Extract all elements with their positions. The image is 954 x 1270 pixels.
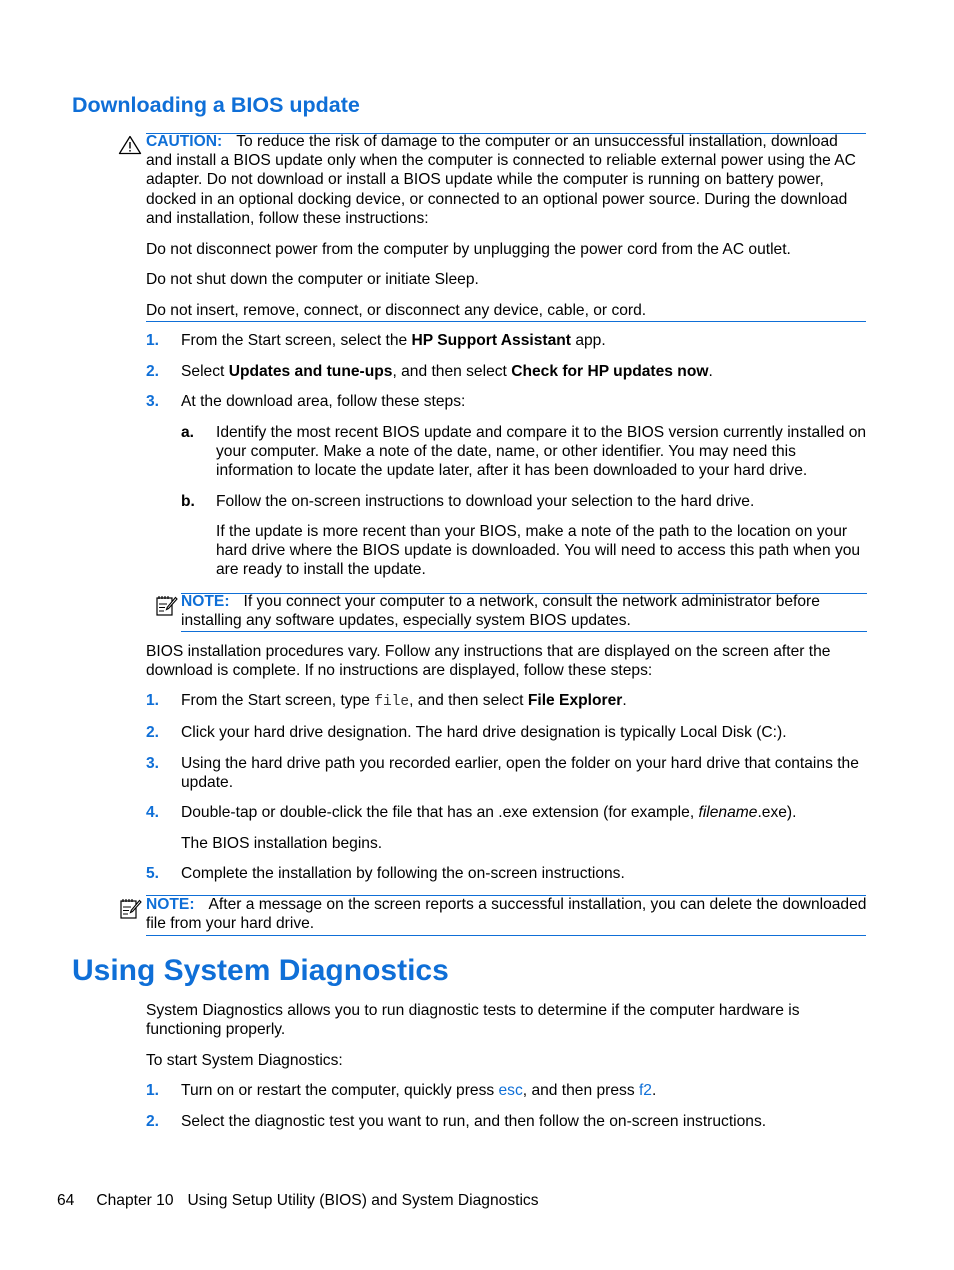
step-number: 1. — [146, 692, 160, 709]
code-text: file — [374, 694, 410, 710]
footer-title: Using Setup Utility (BIOS) and System Diagnostics — [187, 1192, 539, 1209]
step-number: 3. — [146, 755, 160, 772]
step-text: From the Start screen, type file, and then select File Explorer. — [181, 692, 627, 710]
step-text: Turn on or restart the computer, quickly press esc, and then press f2. — [181, 1082, 657, 1099]
substep-followup: If the update is more recent than your BIOS, make a note of the path to the location on your hard drive where the BIOS update is downloaded. You will need to access this path when you are ready to install the update. — [216, 523, 861, 579]
step-text: At the download area, follow these steps: — [181, 393, 466, 410]
step-text: From the Start screen, select the HP Support Assistant app. — [181, 332, 606, 349]
step-text: Select the diagnostic test you want to run, and then follow the on-screen instructions. — [181, 1113, 767, 1130]
caution-text — [146, 132, 868, 228]
note-text: NOTE: If you connect your computer to a network, consult the network administrator before installing any software updates, especially system BIOS updates. — [181, 593, 820, 630]
step-number: 2. — [146, 1113, 160, 1130]
note-label: NOTE: — [181, 593, 230, 610]
substep-letter: b. — [181, 493, 195, 510]
step-text: Complete the installation by following the on-screen instructions. — [181, 865, 625, 882]
app-name: HP Support Assistant — [411, 332, 571, 349]
caution-body: To reduce the risk of damage to the computer or an unsuccessful installation, download and install a BIOS update only when the computer is connected to reliable external power using the AC adapter. Do not download or install a BIOS update while the computer is running on battery power, docked in an optional docking device, or connected to an optional power source. During the download and installation, follow these instructions: — [146, 133, 856, 227]
page-footer — [57, 1191, 539, 1210]
note-pad-icon — [119, 897, 143, 921]
note-text: NOTE: After a message on the screen reports a successful installation, you can delete the downloaded file from your hard drive. — [146, 896, 867, 933]
substep-text: Identify the most recent BIOS update and compare it to the BIOS version currently installed on your computer. Make a note of the date, name, or other identifier. You may need this information to locate the update later, after it has been downloaded to your hard drive. — [216, 424, 867, 480]
step-text: Using the hard drive path you recorded earlier, open the folder on your hard drive that contains the update. — [181, 755, 859, 792]
note-pad-icon — [155, 594, 179, 618]
step-text: Double-tap or double-click the file that has an .exe extension (for example, filename.exe). — [181, 804, 797, 821]
substep-letter: a. — [181, 424, 195, 441]
step-text: Click your hard drive designation. The hard drive designation is typically Local Disk (C:). — [181, 724, 787, 741]
key-esc: esc — [498, 1082, 523, 1099]
warning-triangle-icon — [118, 135, 142, 155]
step-number: 3. — [146, 393, 160, 410]
caution-item-1: Do not disconnect power from the computer by unplugging the power cord from the AC outlet. — [146, 241, 791, 258]
caution-label: CAUTION: — [146, 133, 223, 150]
caution-bottom-rule — [146, 321, 866, 322]
page-number: 64 — [57, 1192, 75, 1209]
footer-chapter: Chapter 10 — [96, 1192, 174, 1209]
diag-start: To start System Diagnostics: — [146, 1052, 343, 1069]
install-intro: BIOS installation procedures vary. Follow any instructions that are displayed on the screen after the download is complete. If no instructions are displayed, follow these steps: — [146, 643, 831, 680]
step-followup: The BIOS installation begins. — [181, 835, 383, 852]
step-text: Select Updates and tune-ups, and then select Check for HP updates now. — [181, 363, 713, 380]
diag-intro: System Diagnostics allows you to run diagnostic tests to determine if the computer hardware is functioning properly. — [146, 1002, 800, 1039]
step-number: 5. — [146, 865, 160, 882]
step-number: 1. — [146, 1082, 160, 1099]
substep-text: Follow the on-screen instructions to download your selection to the hard drive. — [216, 493, 755, 510]
section-heading-bios: Downloading a BIOS update — [72, 93, 360, 117]
step-number: 4. — [146, 804, 160, 821]
caution-item-3: Do not insert, remove, connect, or disconnect any device, cable, or cord. — [146, 302, 647, 319]
note-label: NOTE: — [146, 896, 195, 913]
key-f2: f2 — [638, 1082, 652, 1099]
step-number: 2. — [146, 363, 160, 380]
note-bottom-rule — [181, 631, 867, 632]
step-number: 1. — [146, 332, 160, 349]
note-bottom-rule — [146, 935, 866, 936]
caution-item-2: Do not shut down the computer or initiate Sleep. — [146, 271, 479, 288]
step-number: 2. — [146, 724, 160, 741]
section-heading-diagnostics: Using System Diagnostics — [72, 954, 449, 987]
